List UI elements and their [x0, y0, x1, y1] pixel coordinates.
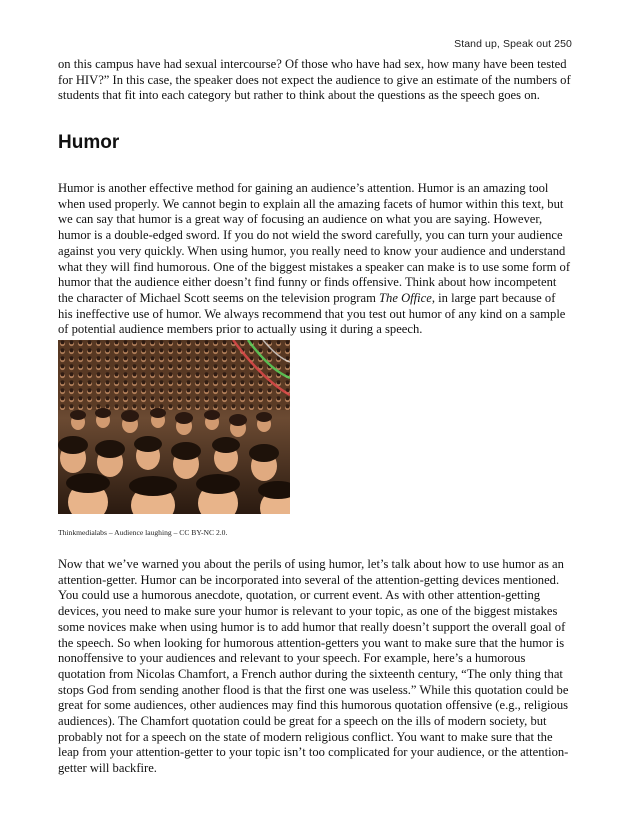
section-heading: Humor	[58, 132, 120, 153]
running-head: Stand up, Speak out 250	[454, 38, 572, 50]
photo-caption: Thinkmedialabs – Audience laughing – CC BY-NC 2.0.	[58, 528, 228, 537]
paragraph-intro-continued: on this campus have had sexual intercourse? Of those who have had sex, how many have been tested for HIV?” In this case, the speaker does not expect the audience to give an estimate of the numbers of students that fit into each category but rather to think about the questions as the speech goes on.	[58, 57, 571, 103]
paragraph-humor-usage: Now that we’ve warned you about the perils of using humor, let’s talk about how to use humor as an attention-getter. Humor can be incorporated into several of the attention-getting devices mentioned. You could use a humorous anecdote, quotation, or current event. As with other attention-getting devices, you need to make sure your humor is relevant to your topic, as one of the biggest mistakes some novices make when using humor is to add humor that really doesn’t support the overall goal of the speech. So when looking for humorous attention-getters you want to make sure that the humor is nonoffensive to your audiences and relevant to your speech. For example, here’s a humorous quotation from Nicolas Chamfort, a French author during the sixteenth century, “The only thing that stops God from sending another flood is that the first one was useless.” While this quotation could be great for some audiences, other audiences may find this humorous quotation offensive (e.g., religious audiences). The Chamfort quotation could be great for a speech on the ills of modern society, but probably not for a speech on the state of modern religious conflict. You want to make sure that the leap from your attention-getter to your topic isn’t too complicated for your audience, or the attention-getter will backfire.	[58, 557, 569, 776]
audience-laughing-photo	[58, 340, 290, 514]
tv-show-title: The Office	[379, 290, 432, 305]
paragraph-humor-intro-text-a: Humor is another effective method for gaining an audience’s attention. Humor is an amazing tool when used properly. We cannot begin to explain all the amazing facets of humor within this text, but we can say that humor is a great way of focusing an audience on what you are saying. However, humor is a double-edged sword. If you do not wield the sword carefully, you can turn your audience against you very quickly. When using humor, you really need to know your audience and understand what they will find humorous. One of the biggest mistakes a speaker can make is to use some form of humor that the audience either doesn’t find funny or finds offensive. Think about how incompetent the character of Michael Scott seems on the television program	[58, 181, 571, 305]
paragraph-humor-intro-text-b: , in large part because of his ineffective use of humor. We always recommend that you test out humor of any kind on a sample of potential audience members prior to actually using it during a speech.	[58, 290, 566, 337]
paragraph-humor-intro	[58, 181, 572, 338]
